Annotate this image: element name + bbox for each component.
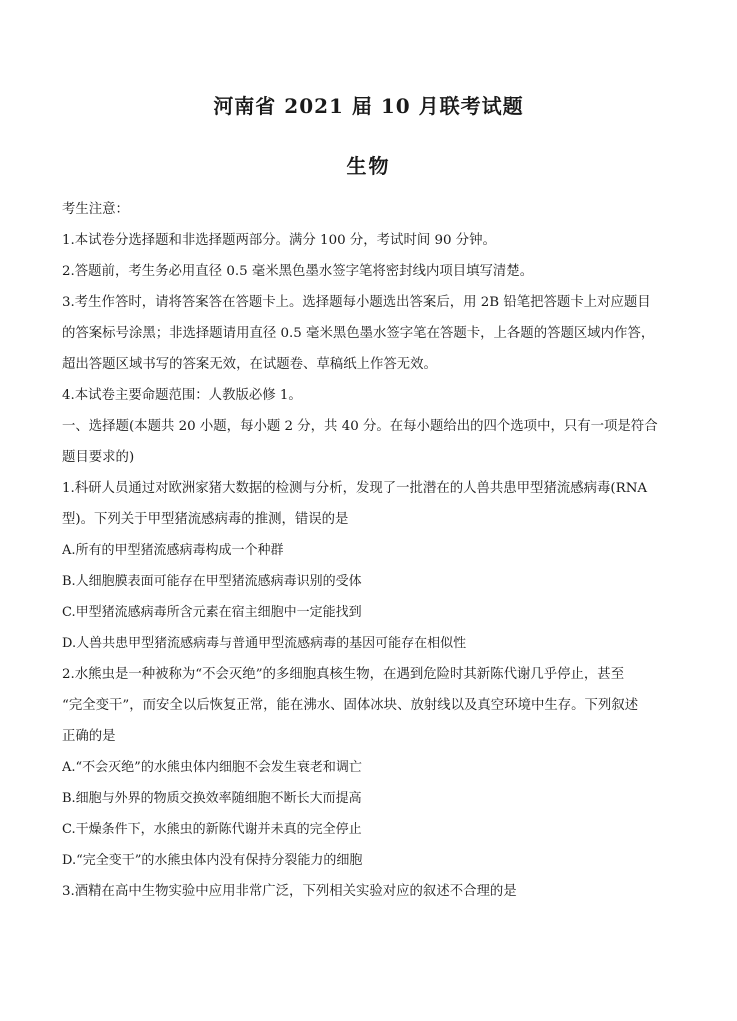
notice-item-3-cont-1: 的答案标号涂黑；非选择题请用直径 0.5 毫米黑色墨水签字笔在答题卡，上各题的答题区域内作答， xyxy=(62,326,655,341)
notice-heading: 考生注意： xyxy=(62,202,129,217)
question-1-stem: 1.科研人员通过对欧洲家猪大数据的检测与分析，发现了一批潜在的人兽共患甲型猪流感病毒(RNA xyxy=(62,481,648,496)
question-2-option-d: D.“完全变干”的水熊虫体内没有保持分裂能力的细胞 xyxy=(62,853,363,868)
notice-item-1: 1.本试卷分选择题和非选择题两部分。满分 100 分，考试时间 90 分钟。 xyxy=(62,233,496,248)
notice-item-2: 2.答题前，考生务必用直径 0.5 毫米黑色墨水签字笔将密封线内项目填写清楚。 xyxy=(62,264,534,279)
section-heading-cont: 题目要求的) xyxy=(62,450,135,465)
question-1-option-c: C.甲型猪流感病毒所含元素在宿主细胞中一定能找到 xyxy=(62,605,362,620)
question-1-option-d: D.人兽共患甲型猪流感病毒与普通甲型流感病毒的基因可能存在相似性 xyxy=(62,636,467,651)
question-2-option-b: B.细胞与外界的物质交换效率随细胞不断长大而提高 xyxy=(62,791,362,806)
question-1-option-b: B.人细胞膜表面可能存在甲型猪流感病毒识别的受体 xyxy=(62,574,362,589)
question-2-stem-cont-1: “完全变干”，而安全以后恢复正常，能在沸水、固体冰块、放射线以及真空环境中生存。下列叙述 xyxy=(62,698,639,713)
exam-title: 河南省 2021 届 10 月联考试题 xyxy=(213,94,524,118)
question-2-option-c: C.干燥条件下，水熊虫的新陈代谢并未真的完全停止 xyxy=(62,822,362,837)
notice-item-3: 3.考生作答时，请将答案答在答题卡上。选择题每小题选出答案后，用 2B 铅笔把答题卡上对应题目 xyxy=(62,295,651,310)
question-1-stem-cont: 型)。下列关于甲型猪流感病毒的推测，错误的是 xyxy=(62,512,349,527)
exam-subject: 生物 xyxy=(346,154,391,178)
notice-item-4: 4.本试卷主要命题范围：人教版必修 1。 xyxy=(62,388,302,403)
question-2-stem-cont-2: 正确的是 xyxy=(62,729,116,744)
question-3-stem: 3.酒精在高中生物实验中应用非常广泛，下列相关实验对应的叙述不合理的是 xyxy=(62,884,517,899)
question-1-option-a: A.所有的甲型猪流感病毒构成一个种群 xyxy=(62,543,284,558)
section-heading: 一、选择题(本题共 20 小题，每小题 2 分，共 40 分。在每小题给出的四个选项中，只有一项是符合 xyxy=(62,419,658,434)
question-2-stem: 2.水熊虫是一种被称为“不会灭绝”的多细胞真核生物，在遇到危险时其新陈代谢几乎停止，甚至 xyxy=(62,667,625,682)
question-2-option-a: A.“不会灭绝”的水熊虫体内细胞不会发生衰老和调亡 xyxy=(62,760,362,775)
notice-item-3-cont-2: 超出答题区域书写的答案无效，在试题卷、草稿纸上作答无效。 xyxy=(62,357,437,372)
